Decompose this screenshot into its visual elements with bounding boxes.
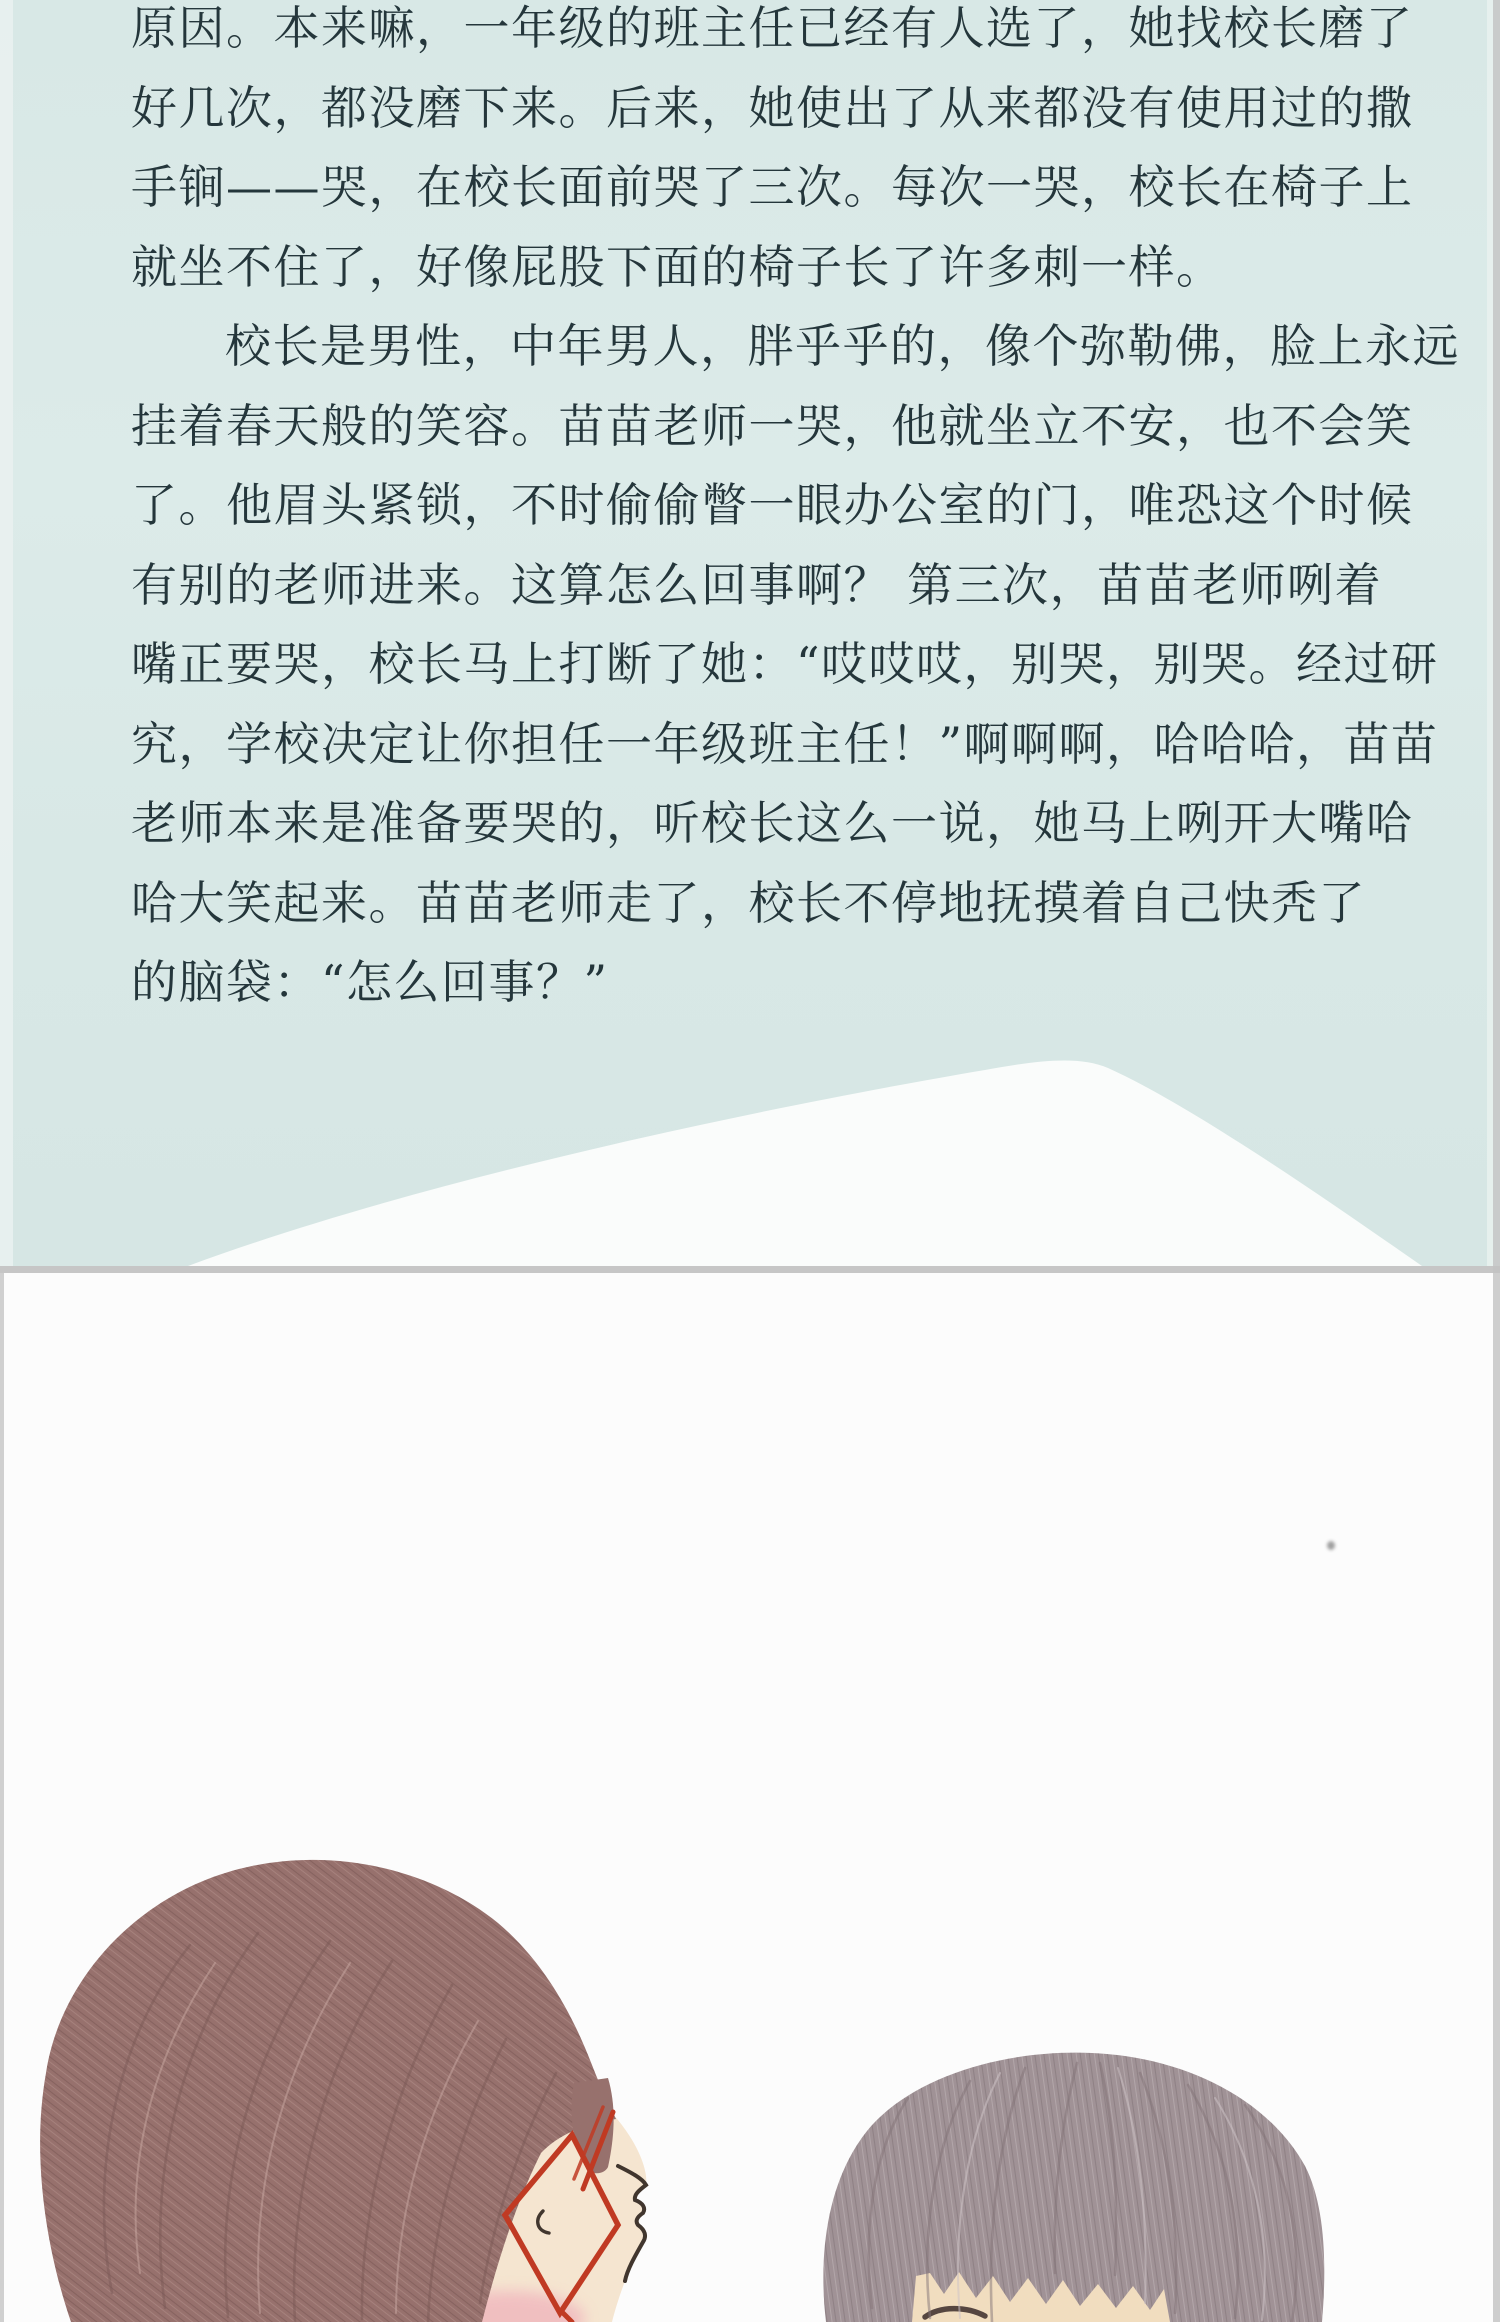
page-gap-divider	[0, 1266, 1500, 1273]
page-border-right	[1493, 0, 1500, 2322]
text-line: 嘴正要哭，校长马上打断了她：“哎哎哎，别哭，别哭。经过研	[131, 637, 1439, 691]
right-child-head	[823, 2053, 1324, 2322]
text-line: 挂着春天般的笑容。苗苗老师一哭，他就坐立不安，也不会笑	[131, 398, 1414, 453]
text-line: 原因。本来嘛，一年级的班主任已经有人选了，她找校长磨了	[131, 1, 1414, 55]
text-line: 有别的老师进来。这算怎么回事啊？ 第三次，苗苗老师咧着	[131, 557, 1383, 612]
text-line: 校长是男性，中年男人，胖乎乎的，像个弥勒佛，脸上永远	[225, 319, 1460, 373]
text-line: 老师本来是准备要哭的，听校长这么一说，她马上咧开大嘴哈	[131, 796, 1414, 850]
right-child-hair-texture	[823, 2053, 1324, 2322]
illustration-two-children	[0, 1273, 1500, 2322]
text-line: 究，学校决定让你担任一年级班主任！”啊啊啊，哈哈哈，苗苗	[131, 716, 1439, 771]
text-line: 哈大笑起来。苗苗老师走了，校长不停地抚摸着自己快秃了	[131, 875, 1366, 930]
text-line: 了。他眉头紧锁，不时偷偷瞥一眼办公室的门，唯恐这个时候	[131, 478, 1414, 532]
text-line: 好几次，都没磨下来。后来，她使出了从来都没有使用过的撒	[131, 80, 1414, 135]
text-line: 就坐不住了，好像屁股下面的椅子长了许多刺一样。	[131, 239, 1224, 294]
page-bottom-white	[0, 1273, 1500, 2322]
paragraph-continued	[131, 0, 1414, 307]
text-line: 手锏——哭，在校长面前哭了三次。每次一哭，校长在椅子上	[131, 160, 1414, 214]
left-child-head	[40, 1860, 646, 2322]
story-text	[131, 0, 1460, 1023]
paragraph-principal	[131, 307, 1460, 1023]
text-line: 的脑袋：“怎么回事？”	[131, 955, 609, 1009]
hill-shape	[188, 1060, 1422, 1266]
